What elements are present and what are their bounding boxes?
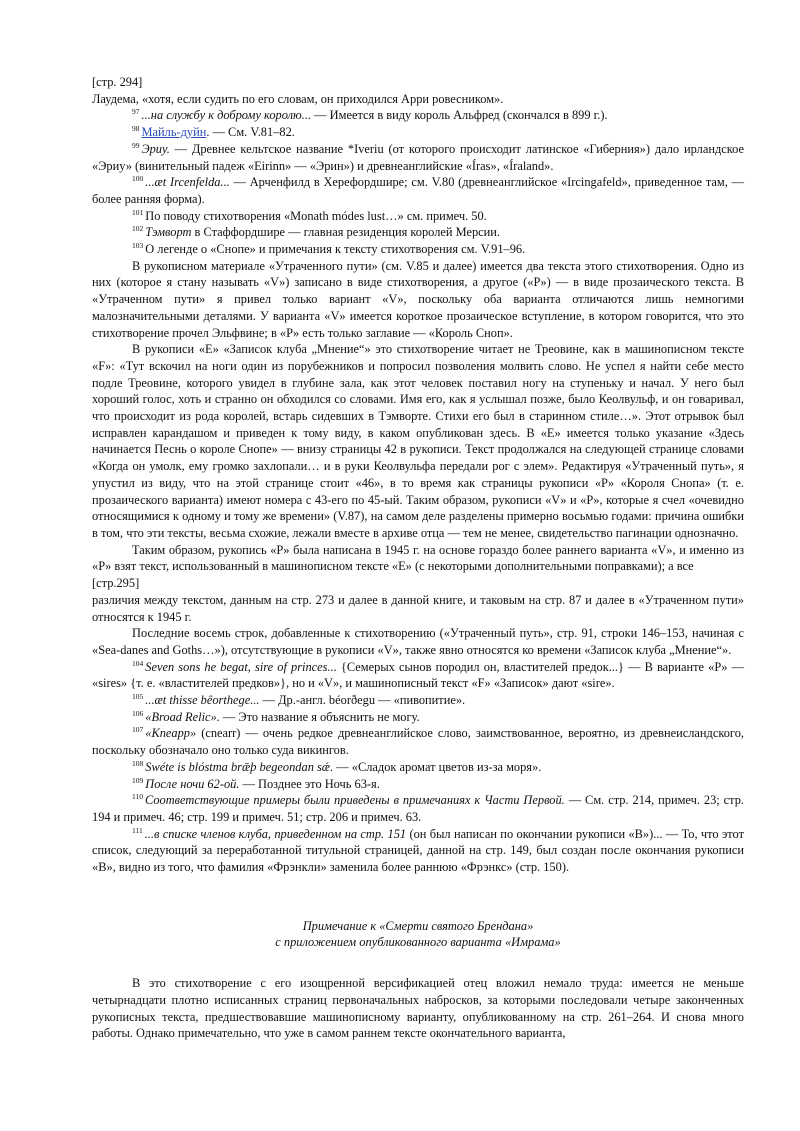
footnote-number: 111 [132, 825, 143, 835]
page-marker-294: [стр. 294] [92, 75, 143, 89]
footnote-110: $^{110}$ Соответствующие примеры были приведены в примечаниях к Части Первой. — См. стр. 214, примеч. 23; стр. 194 и примеч. 46; стр. 199 и примеч. 51; стр. 206 и примеч. 63. [92, 792, 744, 824]
footnote-102: $^{102}$ Тэмворт в Стаффордшире — главная резиденция королей Мерсии. [132, 224, 501, 240]
footnote-104: $^{104}$ Seven sons he begat, sire of princes... {Семерых сынов породил он, властителей предок...} — В варианте «P» — «sires» {т. е. «властителей предков»}, но и «V», и машинописный текст «F» «Записок» дают «sire». [92, 658, 744, 691]
paragraph: В рукописи «Е» «Записок клуба „Мнение“» это стихотворение читает не Треовине, как в машинописном тексте «F»: «Тут вскочил на ноги один из порубежников и попросил позволения молвить слово. Не успел я найти себе место подле Треовине, которого увидел в глубине зала, как этот человек поставил ногу на ступеньку и начал. У него был хороший голос, хоть и странно он обходился со словами. Имя его, как я услышал позже, было Кеолвульф, и он говаривал, что происходит из рода королей, встарь сидевших в Тэмворте. Стихи его был в старинном стиле…». Этот отрывок был исправлен карандашом и приведен к тому виду, в каком опубликован здесь. В «Е» имеется только указание «Здесь начинается Песнь о короле Снопе» — внизу страницы 42 в рукописи. Текст продолжался на следующей странице словами «Когда он умолк, ему громко захлопали… и в руки Кеолвульфа передали рог с элем». Редактируя «Утраченный путь», я упустил из виду, что на этой странице стоит «46», в то время как страницы рукописи «P» «Короля Снопа» (т. е. прозаического варианта) имеют номера с 43-его по 45-ый. Таким образом, рукописи «V» и «P», которые я счел «очевидно относящимися к одному и тому же времени» (V.87), на самом деле разделены примерно восьмью годами: причина ошибки в том, что эти тексты, весьма схожие, лежали вместе в архиве отца — тем не менее, свидетельство пагинации однозначно. [92, 342, 744, 540]
intro-text-295: различия между текстом, данным на стр. 273 и далее в данной книге, и таковым на стр. 87 и далее в «Утраченном пути» относятся к 1945 г. [92, 592, 744, 624]
footnote-number: 104 [132, 658, 144, 668]
footnote-number: 105 [132, 692, 144, 702]
section-heading-line1: Примечание к «Смерти святого Брендана» [302, 918, 534, 933]
footnote-106: $^{106}$ «Broad Relic». — Это название я объяснить не могу. [132, 708, 420, 724]
footnote-number: 106 [132, 708, 144, 718]
paragraph: В рукописном материале «Утраченного пути» (см. V.85 и далее) имеется два текста этого стихотворения. Одно из них (которое я стану называть «V») записано в виде стихотворения, а другое («P») — в виде прозаического текста. В «Утраченном пути» я привел только вариант «V», поскольку оба варианта отличаются лишь немногими малозначительными деталями. У варианта «V» имеется короткое прозаическое вступление, в котором говорится, что это стихотворение прочел Эльфвине; в «P» есть только заглавие — «Король Сноп». [92, 258, 744, 340]
footnote-number: 102 [132, 224, 144, 234]
footnote-number: 101 [132, 207, 144, 217]
document-page [92, 74, 744, 1042]
footnote-105: $^{105}$ ...æt thisse bêorthege... — Др.-англ. béorðegu — «пивопитие». [132, 692, 466, 708]
footnote-101: $^{101}$ По поводу стихотворения «Monath módes lust…» см. примеч. 50. [132, 207, 487, 223]
section-heading-line2: с приложением опубликованного варианта «Имрама» [275, 935, 561, 950]
footnote-number: 109 [132, 775, 144, 785]
mael-duin-link[interactable]: Майль-дуйн [141, 125, 207, 140]
paragraph: Таким образом, рукопись «P» была написана в 1945 г. на основе гораздо более раннего варианта «V», и именно из «P» взят текст, использованный в машинописном тексте «Е» (с некоторыми дополнительными поправками); а все [92, 542, 744, 574]
footnote-109: $^{109}$ После ночи 62-ой. — Позднее это Ночь 63-я. [132, 775, 380, 791]
footnote-99: $^{99}$ Эриу. — Древнее кельтское название *Iveriu (от которого происходит латинское «Гиберния») дало ирландское «Эриу» (винительный падеж «Eirinn» — «Эрин») и древнеанглийские «Íras», «Íraland». [92, 140, 744, 173]
paragraph: В это стихотворение с его изощренной версификацией отец вложил немало труда: имеется не меньше четырнадцати плотно исписанных страниц первоначальных набросков, за которыми последовали четыре законченных рукописных текста, предшествовавшие машинописному варианту, опубликованному на стр. 261–264. И снова много работы. Однако примечательно, что уже в самом раннем тексте окончательного варианта, [92, 976, 744, 1041]
footnote-108: $^{108}$ Swéte is blóstma brǣþ begeondan sǽ. — «Сладок аромат цветов из-за моря». [132, 758, 542, 774]
footnote-111: $^{111}$ ...в списке членов клуба, приведенном на стр. 151 (он был написан по окончании рукописи «В»)... — То, что этот список, следующий за переработанной титульной страницей, данной на стр. 149, был создан после окончания рукописи «В», видно из того, что фамилия «Фрэнкли» заменила более раннюю «Фрэнкс» (стр. 150). [92, 825, 744, 875]
footnote-number: 103 [132, 241, 144, 251]
footnote-100: $^{100}$ ...æt Ircenfelda... — Арченфилд в Херефордшире; см. V.80 (древнеанглийское «Ircingafeld», приведенное там, — более ранняя форма). [92, 174, 744, 206]
footnote-number: 108 [132, 758, 144, 768]
footnote-number: 97 [132, 107, 140, 117]
footnote-98: $^{98}$ Майль-дуйн. — См. V.81–82. [132, 124, 295, 140]
footnote-97: $^{97}$ ...на службу к доброму королю... — Имеется в виду король Альфред (скончался в 899 г.). [132, 107, 608, 123]
footnote-number: 99 [132, 140, 140, 150]
footnote-number: 98 [132, 124, 140, 134]
footnote-number: 107 [132, 725, 144, 735]
page-marker-295: [стр.295] [92, 576, 140, 591]
footnote-107: $^{107}$ «Kneapp» (cnearr) — очень редкое древнеанглийское слово, заимствованное, вероятно, из древнеисландского, поскольку обозначало оно только суда викингов. [92, 725, 744, 758]
footnote-103: $^{103}$ О легенде о «Снопе» и примечания к тексту стихотворения см. V.91–96. [132, 241, 526, 257]
footnote-number: 110 [132, 792, 143, 802]
paragraph: Последние восемь строк, добавленные к стихотворению («Утраченный путь», стр. 91, строки 146–153, начиная с «Sea-danes and Goths…»), отсутствующие в рукописи «V», также явно относятся ко времени «Записок клуба „Мнение“». [92, 626, 744, 657]
intro-text-294: Лаудема, «хотя, если судить по его словам, он приходился Арри ровесником». [92, 91, 504, 106]
footnote-number: 100 [132, 174, 144, 184]
